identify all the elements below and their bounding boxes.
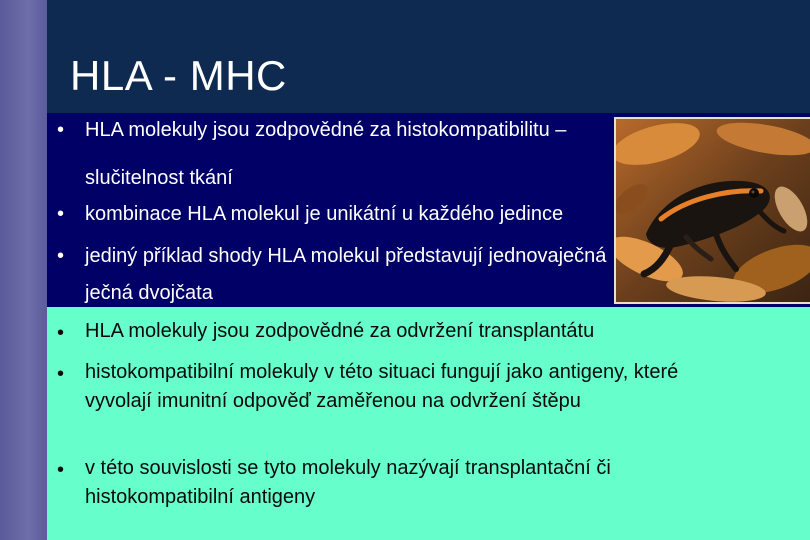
bullet-dot: • — [57, 459, 65, 481]
frog-photo-icon — [614, 117, 810, 304]
bullet-dot: • — [57, 245, 65, 267]
bullet-dot: • — [57, 363, 65, 385]
bullet-text: HLA molekuly jsou zodpovědné za histokompatibilitu – — [85, 119, 567, 141]
slide-title: HLA - MHC — [70, 52, 287, 99]
bullet-text: v této souvislosti se tyto molekuly nazývají transplantační či histokompatibilní antigeny — [85, 457, 611, 508]
bullet-text-continuation: ječná dvojčata — [85, 282, 213, 304]
bullet-dot: • — [57, 119, 65, 141]
bullet-text: jediný příklad shody HLA molekul představují jednovaječná — [85, 245, 607, 267]
bullet-dot: • — [57, 203, 65, 225]
bullet-text-continuation: slučitelnost tkání — [85, 167, 233, 189]
bullet-text: kombinace HLA molekul je unikátní u každého jedince — [85, 203, 564, 225]
bullet-dot: • — [57, 322, 65, 344]
bullet-text: histokompatibilní molekuly v této situaci fungují jako antigeny, které vyvolají imunitní odpověď zaměřenou na odvržení štěpu — [85, 361, 679, 412]
bullet-text: HLA molekuly jsou zodpovědné za odvržení transplantátu — [85, 320, 595, 342]
